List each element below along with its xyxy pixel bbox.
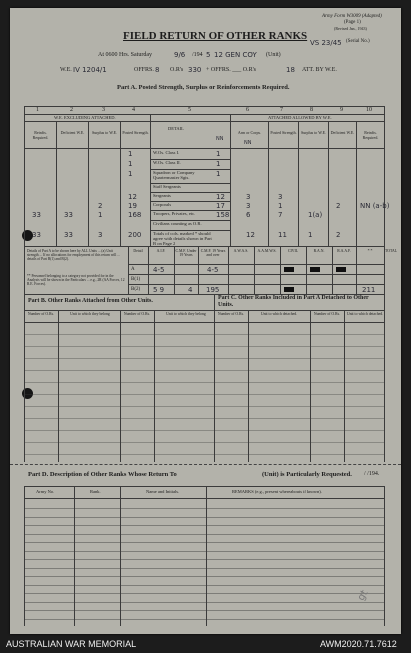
table-cell: 1 [216, 160, 221, 168]
part-bc-header: Number of O.Rs. [123, 312, 151, 316]
signature-mark: gt [355, 588, 371, 603]
form-sheet [10, 8, 401, 634]
table-cell: 12 [246, 231, 255, 239]
table-cell: 1(a) [308, 211, 323, 219]
summary-header: A.W.A.S. [233, 249, 249, 253]
rule [150, 114, 151, 246]
part-d-header: Rank. [90, 489, 101, 494]
summary-header: R.A.N. [313, 249, 325, 253]
rule [24, 334, 385, 335]
summary-cell: 4-5 [207, 266, 219, 274]
rule [24, 610, 385, 611]
part-d-title: Part D. Description of Other Ranks Whose Return To [28, 471, 177, 478]
part-bc-header: Unit to which detached. [260, 312, 298, 316]
table-cell: NN (a-b) [360, 202, 390, 210]
rule [328, 121, 329, 246]
serial-label: (Serial No.) [346, 39, 370, 44]
part-a-title: Part A. Posted Strength, Surplus or Reinforcements Required. [117, 84, 290, 91]
col-header: Surplus to W.E. [91, 130, 118, 135]
rule [24, 358, 385, 359]
part-bc-header: Unit to which they belong [70, 312, 110, 316]
part-bc-header: Unit to which detached. [346, 312, 384, 316]
rule [344, 310, 345, 462]
detail-label: W.Os. Class I. [153, 150, 180, 155]
rule [24, 568, 385, 569]
rule [248, 310, 249, 462]
table-cell: 12 [216, 193, 225, 201]
serial-value: VS 23/45 [310, 39, 342, 47]
rule [24, 525, 385, 526]
table-cell: 1 [216, 150, 221, 158]
rule [24, 534, 385, 535]
rule [24, 310, 385, 311]
page-number: (Page 1) [344, 20, 361, 25]
rule [24, 498, 385, 499]
col-header: Arm or Corps. [237, 130, 262, 135]
summary-header: TOTAL [385, 249, 398, 253]
rule [24, 508, 385, 509]
table-cell: 1 [216, 170, 221, 178]
rule [120, 486, 121, 626]
rule [24, 486, 25, 626]
part-d-header: Army No. [36, 489, 55, 494]
revised-date: (Revised Jan., 1943) [334, 26, 367, 31]
rule [58, 310, 59, 462]
table-cell: 3 [278, 193, 283, 201]
part-d-header: REMARKS (e.g., present whereabouts if known). [232, 489, 322, 494]
table-cell: 2 [336, 202, 341, 210]
detail-label: Sergeants [153, 193, 171, 198]
summary-header: C.M.F. Under 19 Years [175, 249, 197, 258]
rule [24, 246, 25, 294]
summary-header: A.I.F. [156, 249, 166, 253]
col-number: 9 [340, 107, 343, 113]
rule [24, 430, 385, 431]
col-number: 4 [132, 107, 135, 113]
year-end: 5 [206, 51, 211, 59]
table-cell: 6 [246, 211, 251, 219]
rule [24, 576, 385, 577]
rule [74, 486, 75, 626]
form-reference: Army Form W3009 (Adapted) [322, 14, 382, 19]
col-number: 6 [246, 107, 249, 113]
rule [120, 121, 121, 246]
table-cell: 19 [128, 202, 137, 210]
part-bc-header: Unit to which they belong [166, 312, 206, 316]
summary-header: C.M.F. 19 Years and over [200, 249, 226, 258]
rule [24, 322, 385, 323]
table-cell: 3 [246, 202, 251, 210]
rule [356, 121, 357, 246]
rule [384, 294, 385, 462]
table-cell: 3 [98, 231, 103, 239]
or-label: O.R's [170, 67, 184, 73]
page-title: FIELD RETURN OF OTHER RANKS [123, 30, 308, 42]
part-d-date: / /194. [364, 471, 380, 477]
offrs2-label: + OFFRS. ___ O.R's [206, 67, 256, 73]
blacked-cell [284, 267, 294, 272]
rule [120, 310, 121, 462]
rule [128, 264, 384, 265]
blacked-cell [284, 287, 294, 292]
summary-header: A.A.M.W.S. [257, 249, 277, 253]
col-number: 1 [36, 107, 39, 113]
table-cell: 1 [128, 170, 133, 178]
rule [24, 121, 385, 122]
detail-label: W.Os. Class II. [153, 160, 181, 165]
table-cell: 158 [216, 211, 230, 219]
rule [154, 310, 155, 462]
summary-cell: 5 9 [153, 286, 165, 294]
part-bc-header: Number of O.Rs. [313, 312, 341, 316]
rule [24, 394, 385, 395]
col-number: 7 [280, 107, 283, 113]
rule [56, 121, 57, 246]
we-value: IV 1204/1 [73, 66, 107, 74]
table-cell: 2 [98, 202, 103, 210]
rule [24, 454, 385, 455]
rule [214, 294, 215, 462]
summary-note: Details of Part A to be shown here by ALL Units ... (a) Unit strength ... If no allocations for employment of this return will ... details of Part B(1) and B(2). [27, 249, 120, 262]
at-line: At 0600 Hrs. Saturday [98, 52, 152, 58]
rule [24, 585, 385, 586]
blacked-cell [310, 267, 320, 272]
date-value: 9/6 [174, 51, 186, 59]
col-number: 5 [188, 107, 191, 113]
summary-row-label: B(1) [131, 277, 141, 282]
summary-header: R.A.A.F. [337, 249, 351, 253]
part-bc-header: Number of O.Rs. [217, 312, 245, 316]
rule [24, 106, 385, 107]
table-cell: 1 [308, 231, 313, 239]
summary-row-label: B(2) [131, 287, 141, 292]
rule [24, 148, 385, 149]
we-label: W.E. [60, 67, 72, 73]
rule [24, 619, 385, 620]
summary-cell: 4-5 [153, 266, 165, 274]
rule [206, 486, 207, 626]
summary-cell: 195 [206, 286, 220, 294]
rule [310, 310, 311, 462]
col-header: Posted Strength. [270, 130, 297, 135]
offrs-label: OFFRS. [134, 67, 154, 73]
rule [24, 602, 385, 603]
col-number: 8 [310, 107, 313, 113]
part-d-header: Name and Initials. [146, 489, 180, 494]
unit-label: (Unit) [266, 52, 281, 58]
table-cell: 33 [32, 231, 41, 239]
rule [24, 370, 385, 371]
table-cell: 1 [128, 150, 133, 158]
summary-header: * * [367, 249, 373, 253]
detail-label: Troopers, Privates, etc. [153, 211, 196, 216]
detail-label: Corporals [153, 202, 172, 207]
rule [24, 294, 25, 462]
rule [230, 114, 231, 246]
rule [24, 346, 385, 347]
part-bc-header: Number of O.Rs. [27, 312, 55, 316]
col-header: Reinfts. Required. [32, 130, 49, 140]
table-cell: 33 [64, 211, 73, 219]
detail-label: Staff Sergeants [153, 184, 181, 189]
rule [128, 284, 384, 285]
table-cell: 17 [216, 202, 225, 210]
table-cell: 1 [128, 160, 133, 168]
rule [24, 517, 385, 518]
table-cell: 1 [278, 202, 283, 210]
tear-line [10, 464, 401, 465]
rule [150, 246, 230, 247]
rule [298, 121, 299, 246]
table-cell: 7 [278, 211, 283, 219]
group-header: ATTACHED ALLOWED BY W.E. [268, 115, 332, 120]
table-cell: 11 [278, 231, 287, 239]
detail-mark: NN [216, 136, 224, 142]
rule [24, 486, 385, 487]
summary-cell: 4 [188, 286, 193, 294]
table-cell: 33 [64, 231, 73, 239]
table-cell: 168 [128, 211, 142, 219]
col-number: 3 [102, 107, 105, 113]
summary-header: CIVIL [287, 249, 299, 253]
col-header: Surplus to W.E. [300, 130, 327, 135]
col-header: Posted Strength. [122, 130, 149, 135]
or2-value: 18 [286, 66, 295, 74]
detail-label: Civilians counting as O.R. [153, 221, 202, 226]
summary-header: Detail [133, 249, 143, 253]
or-value: 330 [188, 66, 202, 74]
year-prefix: /194 [192, 52, 203, 58]
summary-note: ** Personnel belonging to a category not provided for in the Analysis will be shown in the Particulars ... e.g., 2R (AA Forces, 12 R.E. Forces). [27, 274, 125, 287]
rule [268, 121, 269, 246]
rule [24, 551, 385, 552]
detail-label: Totals of cols. marked * should agree with details shown in Part B on Page 2 [153, 231, 212, 246]
detail-header: DETAIL [168, 126, 184, 131]
att-label: ATT. BY W.E. [302, 67, 337, 73]
summary-row-label: A [131, 267, 135, 272]
blacked-cell [336, 267, 346, 272]
rule [24, 406, 385, 407]
footer-source: AUSTRALIAN WAR MEMORIAL [6, 639, 137, 649]
rule [24, 382, 385, 383]
part-d-mid: (Unit) is Particularly Requested. [262, 471, 352, 478]
rule [24, 559, 385, 560]
detail-label: Squadron or Company Quartermaster Sgts. [153, 170, 195, 180]
arm-mark: NN [244, 140, 252, 146]
rule [88, 121, 89, 246]
unit-value: 12 GEN COY [214, 51, 257, 59]
rule [24, 593, 385, 594]
col-number: 10 [366, 107, 372, 113]
table-cell: 2 [336, 231, 341, 239]
rule [24, 106, 25, 246]
table-cell: 33 [32, 211, 41, 219]
offrs-value: 8 [155, 66, 160, 74]
rule [128, 274, 384, 275]
rule [24, 418, 385, 419]
rule [24, 442, 385, 443]
part-b-title: Part B. Other Ranks Attached from Other Units. [28, 298, 153, 304]
col-header: Reinfts. Required. [362, 130, 379, 140]
col-header: Deficient W.E. [330, 130, 355, 135]
rule [384, 106, 385, 246]
group-header: W.E. EXCLUDING ATTACHED. [54, 115, 116, 120]
part-c-title: Part C. Other Ranks Included in Part A Detached to Other Units. [218, 295, 369, 308]
col-header: Deficient W.E. [60, 130, 85, 135]
col-number: 2 [70, 107, 73, 113]
summary-total: 211 [362, 286, 376, 294]
table-cell: 3 [246, 193, 251, 201]
table-cell: 200 [128, 231, 142, 239]
footer-id: AWM2020.71.7612 [320, 639, 397, 649]
table-cell: 1 [98, 211, 103, 219]
table-cell: 12 [128, 193, 137, 201]
rule [384, 486, 385, 626]
rule [24, 542, 385, 543]
